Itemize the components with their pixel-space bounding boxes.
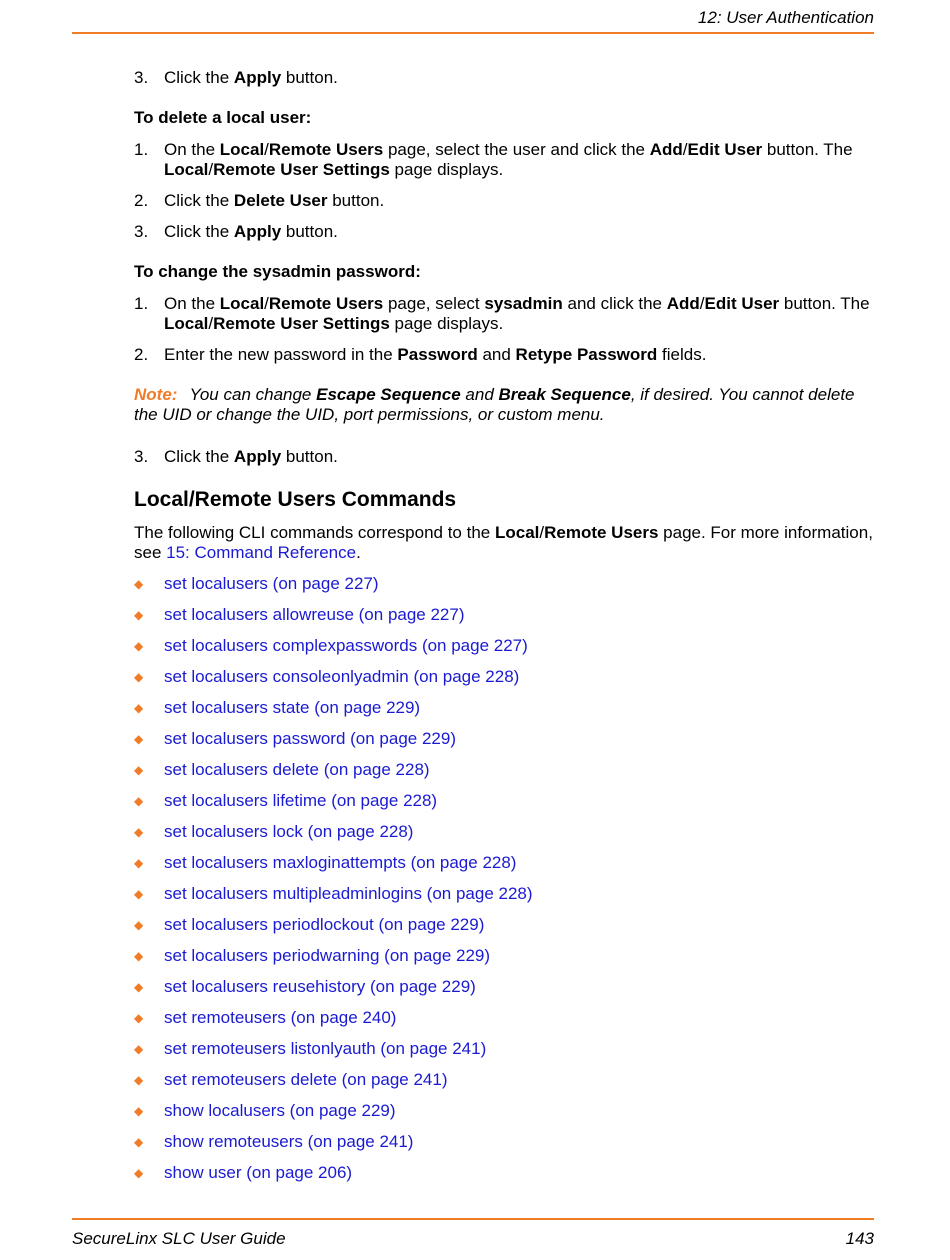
delete-step-1: 1. On the Local/Remote Users page, select the user and click the Add/Edit User button. The Local/Remote User Settings page displays. <box>134 140 853 179</box>
footer-title: SecureLinx SLC User Guide <box>72 1229 286 1248</box>
diamond-bullet-icon: ◆ <box>134 1011 144 1025</box>
command-list-item <box>134 636 874 656</box>
command-reference-link[interactable]: 15: Command Reference <box>166 543 357 562</box>
header-rule <box>72 32 874 34</box>
command-list-item <box>134 729 874 749</box>
command-list <box>134 574 874 1183</box>
command-list-item <box>134 1163 874 1183</box>
diamond-bullet-icon: ◆ <box>134 670 144 684</box>
command-list-item <box>134 574 874 594</box>
command-link[interactable]: set localusers (on page 227) <box>164 574 379 593</box>
command-link[interactable]: show localusers (on page 229) <box>164 1101 396 1120</box>
command-list-item <box>134 884 874 904</box>
command-link[interactable]: set localusers reusehistory (on page 229) <box>164 977 476 996</box>
diamond-bullet-icon: ◆ <box>134 825 144 839</box>
step-apply: 3. Click the Apply button. <box>134 68 338 87</box>
delete-user-heading: To delete a local user: <box>134 108 312 127</box>
command-list-item <box>134 667 874 687</box>
command-list-item <box>134 822 874 842</box>
diamond-bullet-icon: ◆ <box>134 1104 144 1118</box>
diamond-bullet-icon: ◆ <box>134 577 144 591</box>
command-link[interactable]: set localusers maxloginattempts (on page 228) <box>164 853 517 872</box>
commands-intro: The following CLI commands correspond to the Local/Remote Users page. For more information, see 15: Command Reference. <box>134 523 873 562</box>
page-content <box>134 68 874 1194</box>
diamond-bullet-icon: ◆ <box>134 763 144 777</box>
footer-rule <box>72 1218 874 1220</box>
delete-step-3: 3. Click the Apply button. <box>134 222 338 241</box>
command-list-item <box>134 977 874 997</box>
command-link[interactable]: set localusers consoleonlyadmin (on page 228) <box>164 667 520 686</box>
password-step-1: 1. On the Local/Remote Users page, select sysadmin and click the Add/Edit User button. The Local/Remote User Settings page displays. <box>134 294 870 333</box>
diamond-bullet-icon: ◆ <box>134 856 144 870</box>
command-list-item <box>134 1132 874 1152</box>
diamond-bullet-icon: ◆ <box>134 701 144 715</box>
command-list-item <box>134 946 874 966</box>
command-list-item <box>134 915 874 935</box>
command-list-item <box>134 760 874 780</box>
command-link[interactable]: set localusers allowreuse (on page 227) <box>164 605 465 624</box>
diamond-bullet-icon: ◆ <box>134 1042 144 1056</box>
command-link[interactable]: set remoteusers listonlyauth (on page 241) <box>164 1039 487 1058</box>
command-list-item <box>134 853 874 873</box>
command-list-item <box>134 1039 874 1059</box>
command-link[interactable]: show remoteusers (on page 241) <box>164 1132 414 1151</box>
command-list-item <box>134 1101 874 1121</box>
command-list-item <box>134 698 874 718</box>
diamond-bullet-icon: ◆ <box>134 980 144 994</box>
diamond-bullet-icon: ◆ <box>134 639 144 653</box>
delete-step-2: 2. Click the Delete User button. <box>134 191 385 210</box>
command-link[interactable]: set localusers periodlockout (on page 229) <box>164 915 485 934</box>
diamond-bullet-icon: ◆ <box>134 732 144 746</box>
command-link[interactable]: show user (on page 206) <box>164 1163 353 1182</box>
password-step-3: 3. Click the Apply button. <box>134 447 338 466</box>
note-block: Note: You can change Escape Sequence and Break Sequence, if desired. You cannot delete the UID or change the UID, port permissions, or custom menu. <box>134 385 855 424</box>
diamond-bullet-icon: ◆ <box>134 918 144 932</box>
command-list-item <box>134 791 874 811</box>
command-link[interactable]: set localusers state (on page 229) <box>164 698 421 717</box>
command-list-item <box>134 1008 874 1028</box>
commands-heading: Local/Remote Users Commands <box>134 488 457 511</box>
diamond-bullet-icon: ◆ <box>134 794 144 808</box>
command-link[interactable]: set localusers multipleadminlogins (on page 228) <box>164 884 533 903</box>
diamond-bullet-icon: ◆ <box>134 887 144 901</box>
command-link[interactable]: set localusers lifetime (on page 228) <box>164 791 438 810</box>
command-link[interactable]: set localusers password (on page 229) <box>164 729 456 748</box>
command-list-item <box>134 1070 874 1090</box>
command-list-item <box>134 605 874 625</box>
command-link[interactable]: set localusers lock (on page 228) <box>164 822 414 841</box>
note-label: Note: <box>134 385 178 404</box>
diamond-bullet-icon: ◆ <box>134 1135 144 1149</box>
running-header: 12: User Authentication <box>697 8 874 27</box>
page-number: 143 <box>845 1229 874 1248</box>
diamond-bullet-icon: ◆ <box>134 1073 144 1087</box>
diamond-bullet-icon: ◆ <box>134 949 144 963</box>
command-link[interactable]: set localusers periodwarning (on page 229) <box>164 946 491 965</box>
diamond-bullet-icon: ◆ <box>134 608 144 622</box>
diamond-bullet-icon: ◆ <box>134 1166 144 1180</box>
command-link[interactable]: set localusers complexpasswords (on page 227) <box>164 636 528 655</box>
sysadmin-password-heading: To change the sysadmin password: <box>134 262 421 281</box>
password-step-2: 2. Enter the new password in the Password and Retype Password fields. <box>134 345 707 364</box>
command-link[interactable]: set remoteusers (on page 240) <box>164 1008 397 1027</box>
command-link[interactable]: set remoteusers delete (on page 241) <box>164 1070 448 1089</box>
command-link[interactable]: set localusers delete (on page 228) <box>164 760 430 779</box>
